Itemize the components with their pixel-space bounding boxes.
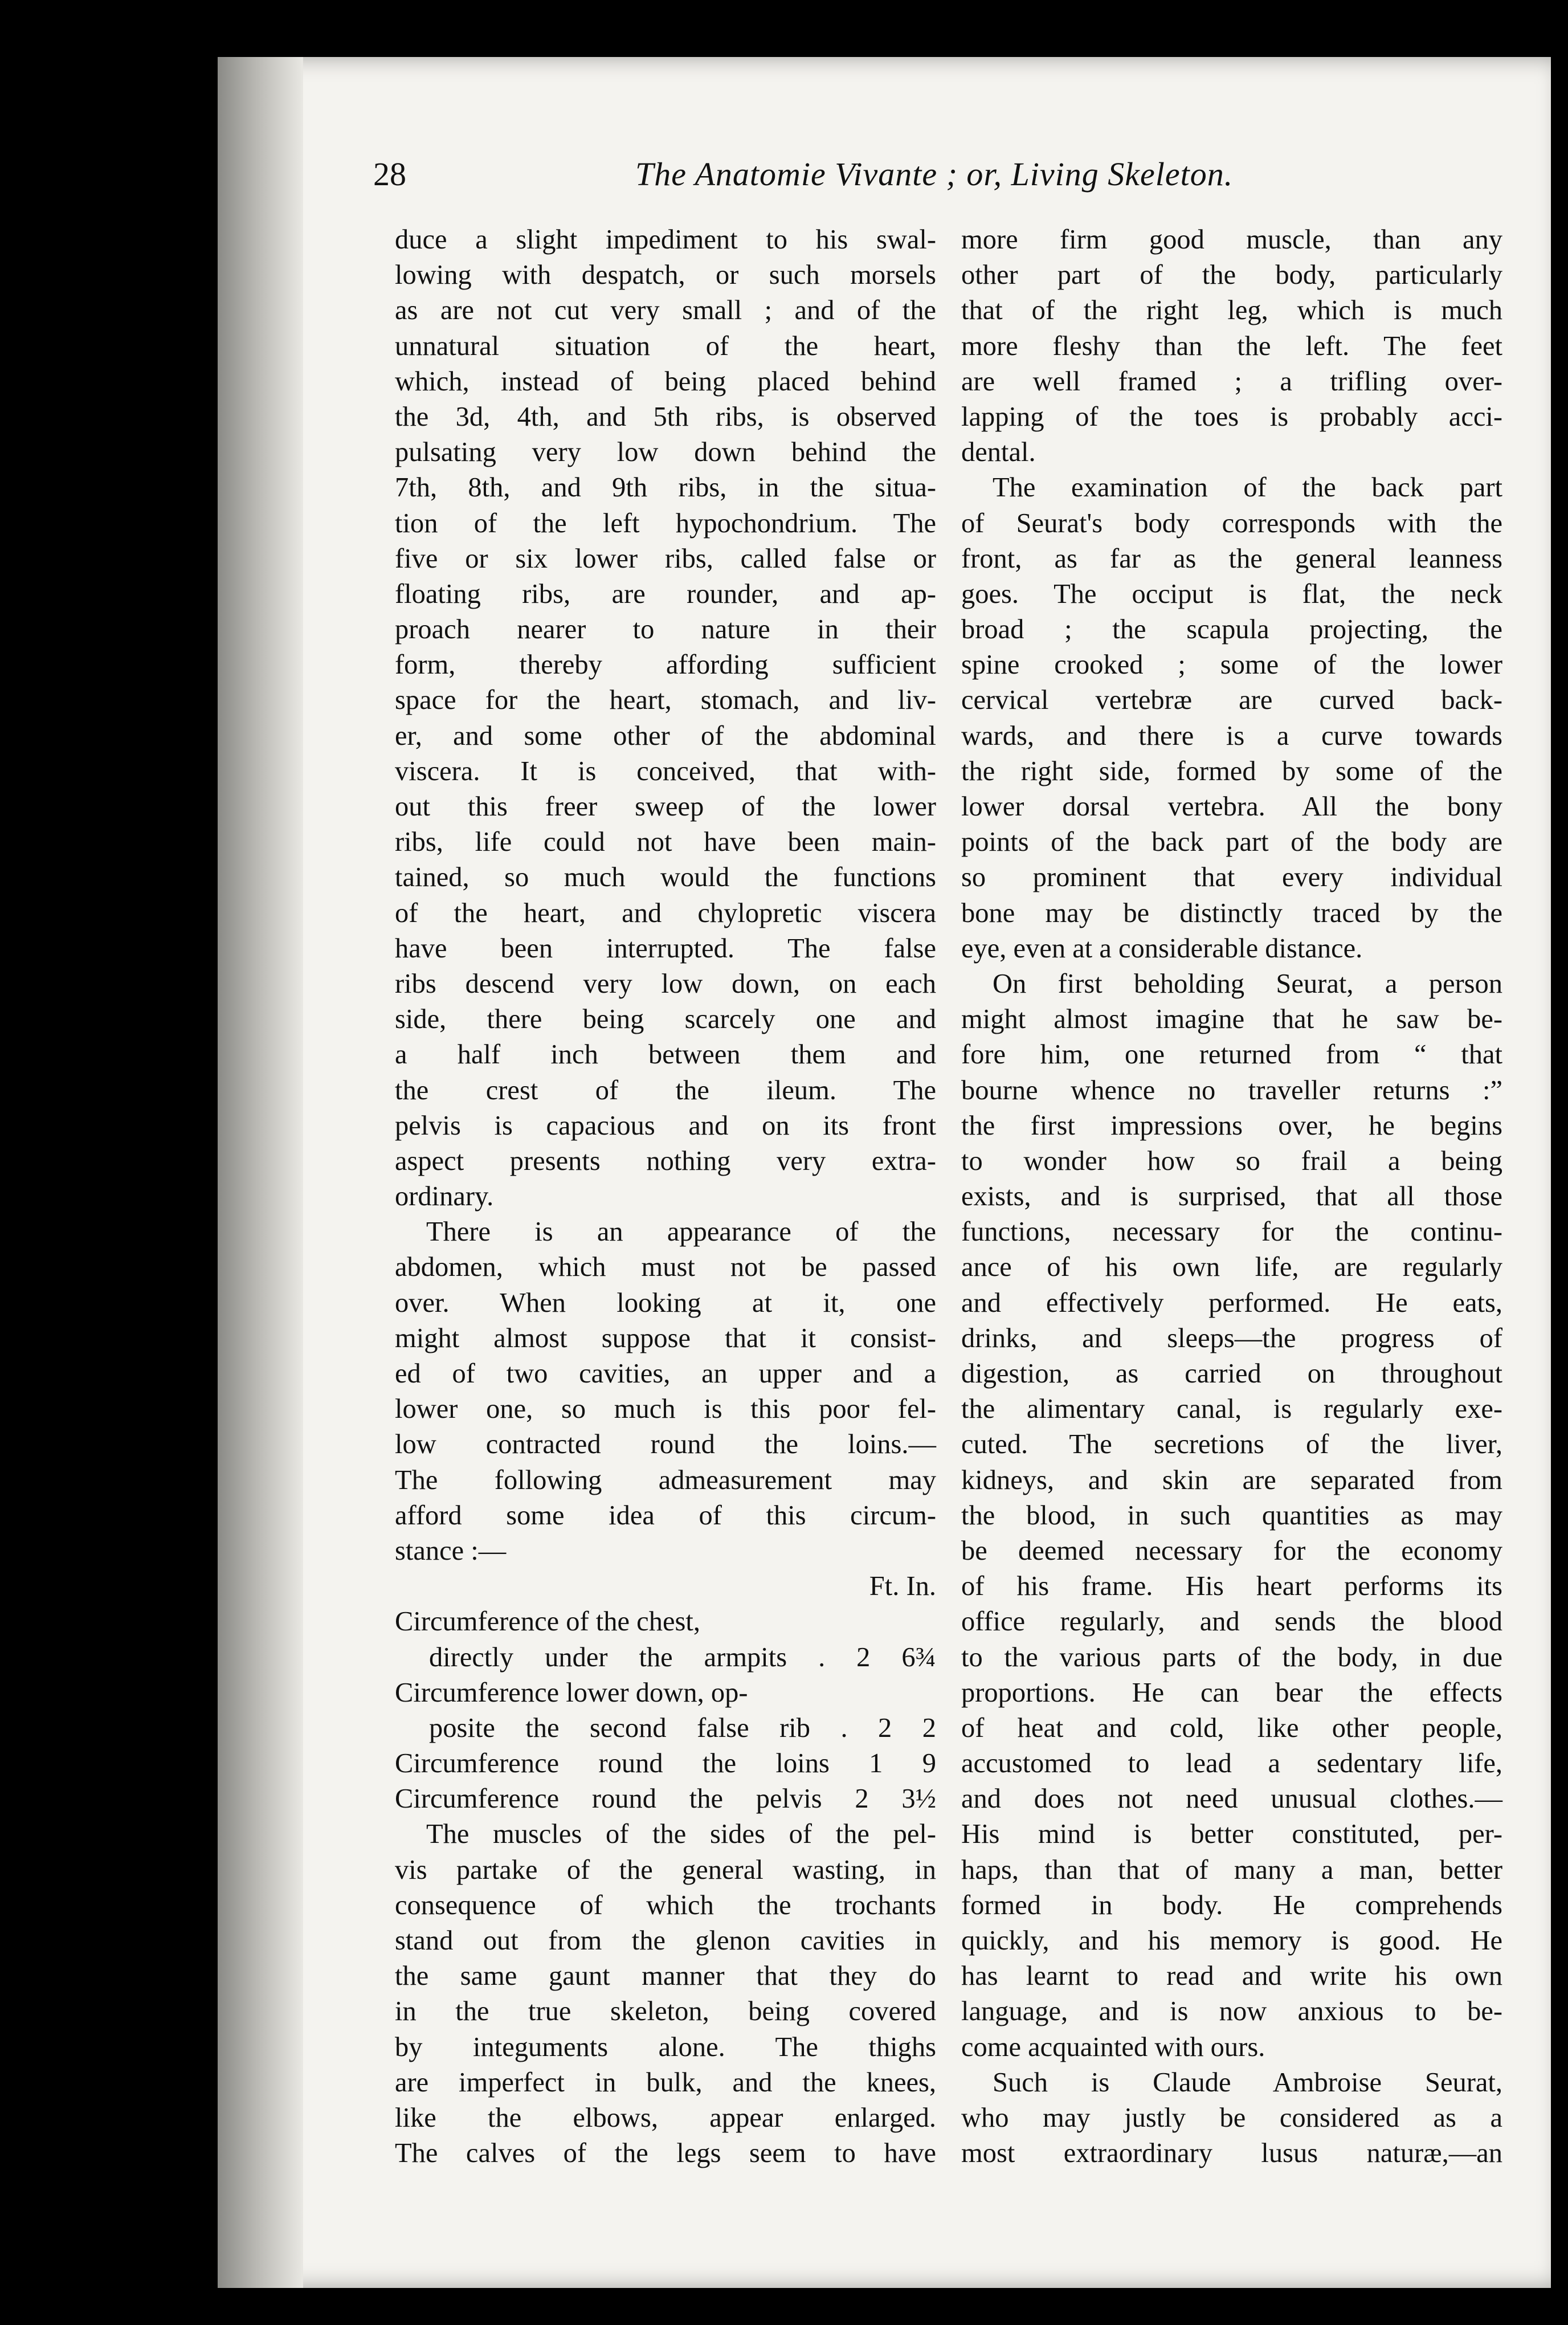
text-line: tion of the left hypochondrium. The [395,508,936,539]
text-line: consequence of which the trochants [395,1890,936,1920]
text-line: over. When looking at it, one [395,1287,936,1318]
page-number: 28 [373,156,406,193]
text-line: to wonder how so frail a being [961,1145,1502,1176]
text-line: drinks, and sleeps—the progress of [961,1323,1502,1353]
text-line: ance of his own life, are regularly [961,1252,1502,1283]
text-line: might almost imagine that he saw be- [961,1004,1502,1035]
text-line: aspect presents nothing very extra- [395,1145,936,1176]
text-line: office regularly, and sends the blood [961,1606,1502,1637]
text-line: form, thereby affording sufficient [395,650,936,680]
text-line: haps, than that of many a man, better [961,1854,1502,1885]
text-line: and does not need unusual clothes.— [961,1784,1502,1814]
text-line: a half inch between them and [395,1039,936,1070]
text-line: The following admeasurement may [395,1465,936,1495]
text-line: pelvis is capacious and on its front [395,1110,936,1141]
text-line: ed of two cavities, an upper and a [395,1359,936,1389]
text-line: who may justly be considered as a [961,2102,1502,2133]
right-column [961,222,1502,2171]
text-line: bourne whence no traveller returns :” [961,1075,1502,1106]
text-line: viscera. It is conceived, that with- [395,756,936,786]
text-line: exists, and is surprised, that all those [961,1181,1502,1212]
text-line: language, and is now anxious to be- [961,1996,1502,2027]
text-line: and effectively performed. He eats, [961,1287,1502,1318]
text-line: that of the right leg, which is much [961,295,1502,326]
left-column [395,222,936,2171]
measurement-row: Circumference round the loins 1 9 [395,1748,936,1779]
text-line: tained, so much would the functions [395,862,936,893]
text-line: The calves of the legs seem to have [395,2138,936,2169]
text-line: unnatural situation of the heart, [395,331,936,361]
measurement-row: Circumference lower down, op- [395,1677,748,1708]
text-line: vis partake of the general wasting, in [395,1854,936,1885]
text-line: the same gaunt manner that they do [395,1961,936,1992]
measurement-row: Circumference of the chest, [395,1606,700,1637]
text-line: The examination of the back part [993,472,1502,503]
text-line: kidneys, and skin are separated from [961,1465,1502,1495]
text-line: are well framed ; a trifling over- [961,366,1502,397]
text-line: stance :— [395,1535,507,1566]
text-line: of the heart, and chylopretic viscera [395,898,936,928]
text-line: er, and some other of the abdominal [395,720,936,751]
text-line: accustomed to lead a sedentary life, [961,1748,1502,1779]
text-line: quickly, and his memory is good. He [961,1926,1502,1956]
text-line: There is an appearance of the [426,1217,936,1247]
text-line: more firm good muscle, than any [961,225,1502,255]
text-line: Such is Claude Ambroise Seurat, [993,2067,1502,2098]
text-line: be deemed necessary for the economy [961,1535,1502,1566]
text-line: low contracted round the loins.— [395,1429,936,1460]
text-line: stand out from the glenon cavities in [395,1926,936,1956]
text-line: The muscles of the sides of the pel- [426,1819,936,1850]
page-header [373,155,1484,201]
text-line: afford some idea of this circum- [395,1500,936,1531]
text-line: most extraordinary lusus naturæ,—an [961,2138,1502,2169]
text-line: goes. The occiput is flat, the neck [961,578,1502,609]
text-line: duce a slight impediment to his swal- [395,225,936,255]
measurement-row: Circumference round the pelvis 2 3½ [395,1784,936,1814]
text-line: front, as far as the general leanness [961,543,1502,574]
text-line: of heat and cold, like other people, [961,1712,1502,1743]
text-line: might almost suppose that it consist- [395,1323,936,1353]
text-line: fore him, one returned from “ that [961,1039,1502,1070]
text-line: so prominent that every individual [961,862,1502,893]
text-line: are imperfect in bulk, and the knees, [395,2067,936,2098]
text-line: the 3d, 4th, and 5th ribs, is observed [395,401,936,432]
text-line: more fleshy than the left. The feet [961,331,1502,361]
text-line: bone may be distinctly traced by the [961,898,1502,928]
text-line: have been interrupted. The false [395,933,936,964]
text-line: His mind is better constituted, per- [961,1819,1502,1850]
text-line: spine crooked ; some of the lower [961,650,1502,680]
book-gutter [218,57,303,2288]
text-line: by integuments alone. The thighs [395,2032,936,2062]
text-line: broad ; the scapula projecting, the [961,614,1502,645]
text-line: as are not cut very small ; and of the [395,295,936,326]
text-line: On first beholding Seurat, a person [993,968,1502,999]
running-title: The Anatomie Vivante ; or, Living Skeleton. [635,156,1234,193]
text-line: the first impressions over, he begins [961,1110,1502,1141]
text-line: the crest of the ileum. The [395,1075,936,1106]
text-line: other part of the body, particularly [961,260,1502,291]
text-line: points of the back part of the body are [961,827,1502,858]
text-line: proach nearer to nature in their [395,614,936,645]
text-line: the right side, formed by some of the [961,756,1502,786]
text-line: eye, even at a considerable distance. [961,933,1363,964]
text-line: side, there being scarcely one and [395,1004,936,1035]
text-line: the blood, in such quantities as may [961,1500,1502,1531]
text-line: five or six lower ribs, called false or [395,543,936,574]
text-line: lapping of the toes is probably acci- [961,401,1502,432]
text-line: cervical vertebræ are curved back- [961,685,1502,716]
text-line: floating ribs, are rounder, and ap- [395,578,936,609]
text-line: of his frame. His heart performs its [961,1571,1502,1602]
text-line: ribs descend very low down, on each [395,968,936,999]
measurement-table-header: Ft. In. [869,1571,936,1602]
text-line: out this freer sweep of the lower [395,792,936,822]
text-line: which, instead of being placed behind [395,366,936,397]
text-line: proportions. He can bear the effects [961,1677,1502,1708]
text-line: to the various parts of the body, in due [961,1642,1502,1673]
measurement-row: directly under the armpits . 2 6¾ [429,1642,936,1673]
text-line: 7th, 8th, and 9th ribs, in the situa- [395,472,936,503]
text-line: lowing with despatch, or such morsels [395,260,936,291]
measurement-row: posite the second false rib . 2 2 [429,1712,936,1743]
text-line: pulsating very low down behind the [395,437,936,468]
text-line: space for the heart, stomach, and liv- [395,685,936,716]
text-line: abdomen, which must not be passed [395,1252,936,1283]
text-line: like the elbows, appear enlarged. [395,2102,936,2133]
text-line: ordinary. [395,1181,494,1212]
text-line: lower dorsal vertebra. All the bony [961,792,1502,822]
text-line: ribs, life could not have been main- [395,827,936,858]
text-line: has learnt to read and write his own [961,1961,1502,1992]
text-line: the alimentary canal, is regularly exe- [961,1394,1502,1425]
text-line: formed in body. He comprehends [961,1890,1502,1920]
text-line: in the true skeleton, being covered [395,1996,936,2027]
text-line: come acquainted with ours. [961,2032,1265,2062]
text-line: cuted. The secretions of the liver, [961,1429,1502,1460]
text-line: dental. [961,437,1036,468]
text-line: of Seurat's body corresponds with the [961,508,1502,539]
text-line: functions, necessary for the continu- [961,1217,1502,1247]
text-line: wards, and there is a curve towards [961,720,1502,751]
text-line: digestion, as carried on throughout [961,1359,1502,1389]
text-line: lower one, so much is this poor fel- [395,1394,936,1425]
